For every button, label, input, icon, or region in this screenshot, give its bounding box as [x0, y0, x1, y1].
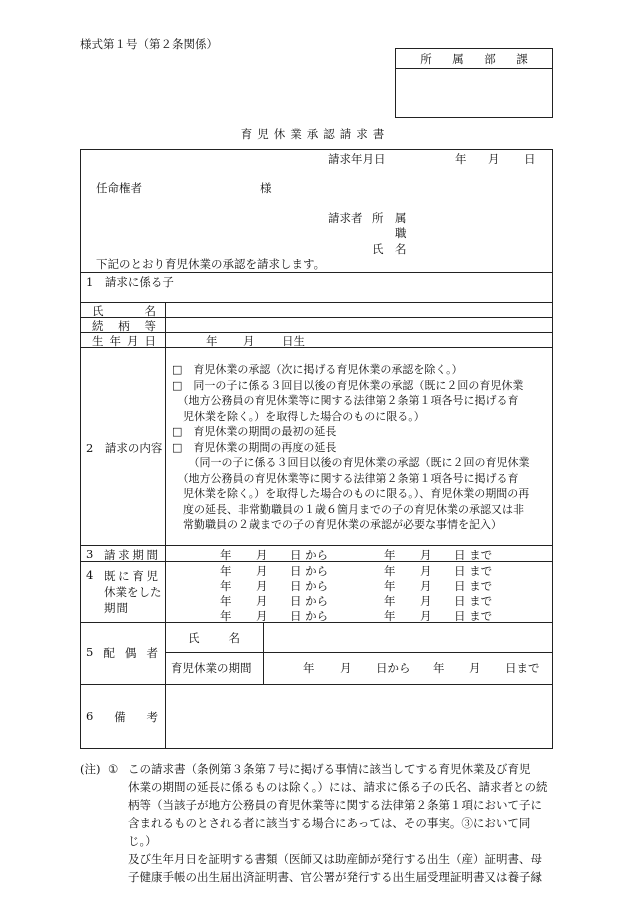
- content-option: □ 育児休業の期間の再度の延長: [172, 440, 337, 454]
- department-box: [395, 48, 553, 118]
- request-content: [172, 362, 530, 533]
- prior-start-year: 年: [220, 609, 232, 623]
- dept-char: 課: [516, 51, 528, 66]
- dept-char: 部: [484, 51, 496, 66]
- request-date-year: 年: [455, 152, 467, 166]
- notes: [80, 760, 550, 886]
- note-line: 柄等（当該子が地方公務員の育児休業等に関する法律第２条第１項において子に: [128, 798, 542, 812]
- section5-label: 5 配 偶 者: [86, 645, 158, 660]
- row-divider: [80, 272, 553, 273]
- note-number: ①: [108, 762, 119, 776]
- prior-end-day: 日 まで: [454, 564, 493, 578]
- intro-text: 下記のとおり育児休業の承認を請求します。: [96, 257, 326, 271]
- birth-day: 日生: [282, 334, 305, 348]
- department-box-header: [396, 49, 552, 69]
- prior-end-month: 月: [420, 609, 432, 623]
- spouse-column-divider: [263, 622, 264, 684]
- period-end-day: 日 まで: [454, 548, 493, 562]
- content-line: （地方公務員の育児休業等に関する法律第２条第１項各号に掲げる育: [172, 394, 519, 407]
- section1-heading: 1 請求に係る子: [86, 275, 174, 289]
- note-line: 子健康手帳の出生届出済証明書、官公署が発行する出生届受理証明書又は養子縁: [128, 870, 542, 884]
- section4-label-line: 既 に 育 児: [104, 569, 158, 583]
- dept-char: 所: [420, 51, 432, 66]
- document-title: 育児休業承認請求書: [240, 127, 390, 141]
- spouse-leave-label: 育児休業の期間: [171, 661, 252, 675]
- prior-end-year: 年: [384, 564, 396, 578]
- period-start-day: 日 から: [290, 548, 329, 562]
- content-option: □ 同一の子に係る３回目以後の育児休業の承認（既に２回の育児休業: [172, 378, 524, 392]
- content-line: （同一の子に係る３回目以後の育児休業の承認（既に２回の育児休業: [172, 456, 530, 469]
- spouse-name-label: 氏 名: [188, 631, 240, 645]
- request-date-label: 請求年月日: [328, 152, 386, 166]
- prior-end-year: 年: [384, 609, 396, 623]
- note-line: この請求書（条例第３条第７号に掲げる事情に該当してする育児休業及び育児: [128, 762, 531, 776]
- content-option: □ 育児休業の期間の最初の延長: [172, 425, 337, 438]
- child-birth-label: 生 年 月 日: [92, 334, 156, 348]
- section3-label: 請 求 期 間: [104, 548, 158, 562]
- prior-end-day: 日 まで: [454, 609, 493, 623]
- section4-number: 4: [86, 568, 94, 582]
- prior-start-day: 日 から: [290, 609, 329, 623]
- content-option: □ 育児休業の承認（次に掲げる育児休業の承認を除く。）: [172, 363, 463, 376]
- prior-start-day: 日 から: [290, 594, 329, 608]
- prior-start-month: 月: [256, 594, 268, 608]
- spouse-leave-start-day: 日から: [376, 661, 411, 675]
- period-end-month: 月: [420, 548, 432, 562]
- content-line: 児休業を除く。）を取得した場合のものに限る。）: [172, 409, 425, 423]
- prior-start-year: 年: [220, 579, 232, 593]
- content-line: 児休業を除く。）を取得した場合のものに限る。）、育児休業の期間の再: [172, 487, 530, 500]
- prior-start-month: 月: [256, 564, 268, 578]
- form-number: 様式第１号（第２条関係）: [80, 37, 218, 51]
- notes-mark: (注): [80, 762, 101, 776]
- spouse-leave-start-year: 年: [303, 661, 315, 675]
- child-name-label: 氏 名: [92, 304, 156, 318]
- prior-end-month: 月: [420, 564, 432, 578]
- prior-end-year: 年: [384, 594, 396, 608]
- prior-start-month: 月: [256, 579, 268, 593]
- prior-start-day: 日 から: [290, 579, 329, 593]
- prior-start-day: 日 から: [290, 564, 329, 578]
- row-divider: [80, 545, 553, 546]
- spouse-leave-end-day: 日まで: [505, 661, 540, 675]
- period-start-month: 月: [256, 548, 268, 562]
- prior-end-month: 月: [420, 594, 432, 608]
- section2-label: 2 請求の内容: [86, 441, 163, 455]
- prior-end-year: 年: [384, 579, 396, 593]
- child-relation-label: 続 柄 等: [92, 319, 156, 333]
- requester-affiliation: 所 属: [372, 211, 407, 225]
- content-line: 常勤職員の２歳までの子の育児休業の承認が必要な事情を記入）: [172, 518, 502, 531]
- spouse-row-divider: [165, 652, 553, 653]
- spouse-leave-end-year: 年: [433, 661, 445, 675]
- birth-month: 月: [243, 334, 255, 348]
- section4-label-line: 期 間: [104, 601, 128, 615]
- note-line: 及び生年月日を証明する書類（医師又は助産師が発行する出生（産）証明書、母: [128, 852, 542, 866]
- dept-char: 属: [452, 51, 464, 66]
- spouse-leave-end-month: 月: [469, 661, 481, 675]
- request-date-day: 日: [524, 152, 536, 166]
- label-column-divider: [165, 302, 166, 749]
- row-divider: [80, 684, 553, 685]
- prior-end-day: 日 まで: [454, 594, 493, 608]
- note-line: 休業の期間の延長に係るものは除く。）には、請求に係る子の氏名、請求者との続: [128, 780, 548, 794]
- birth-year: 年: [206, 334, 218, 348]
- period-end-year: 年: [384, 548, 396, 562]
- section3-number: 3: [86, 547, 94, 561]
- spouse-leave-start-month: 月: [340, 661, 352, 675]
- section6-label: 6 備 考: [86, 709, 158, 724]
- period-start-year: 年: [220, 548, 232, 562]
- requester-post: 職: [395, 226, 407, 240]
- prior-start-year: 年: [220, 594, 232, 608]
- appointer-label: 任命権者: [96, 181, 142, 195]
- content-line: 度の延長、非常勤職員の１歳６箇月までの子の育児休業の承認又は非: [172, 502, 524, 516]
- prior-end-day: 日 まで: [454, 579, 493, 593]
- note-line: 含まれるものとされる者に該当する場合にあっては、その事実。③において同じ。）: [128, 816, 531, 848]
- prior-end-month: 月: [420, 579, 432, 593]
- prior-start-month: 月: [256, 609, 268, 623]
- prior-start-year: 年: [220, 564, 232, 578]
- section4-label-line: 休 業 を し た: [104, 585, 162, 599]
- request-date-month: 月: [488, 152, 500, 166]
- requester-name: 氏 名: [372, 242, 407, 256]
- appointer-suffix: 様: [260, 181, 272, 195]
- content-line: （地方公務員の育児休業等に関する法律第２条第１項各号に掲げる育: [172, 471, 519, 485]
- requester-label: 請求者: [328, 211, 363, 225]
